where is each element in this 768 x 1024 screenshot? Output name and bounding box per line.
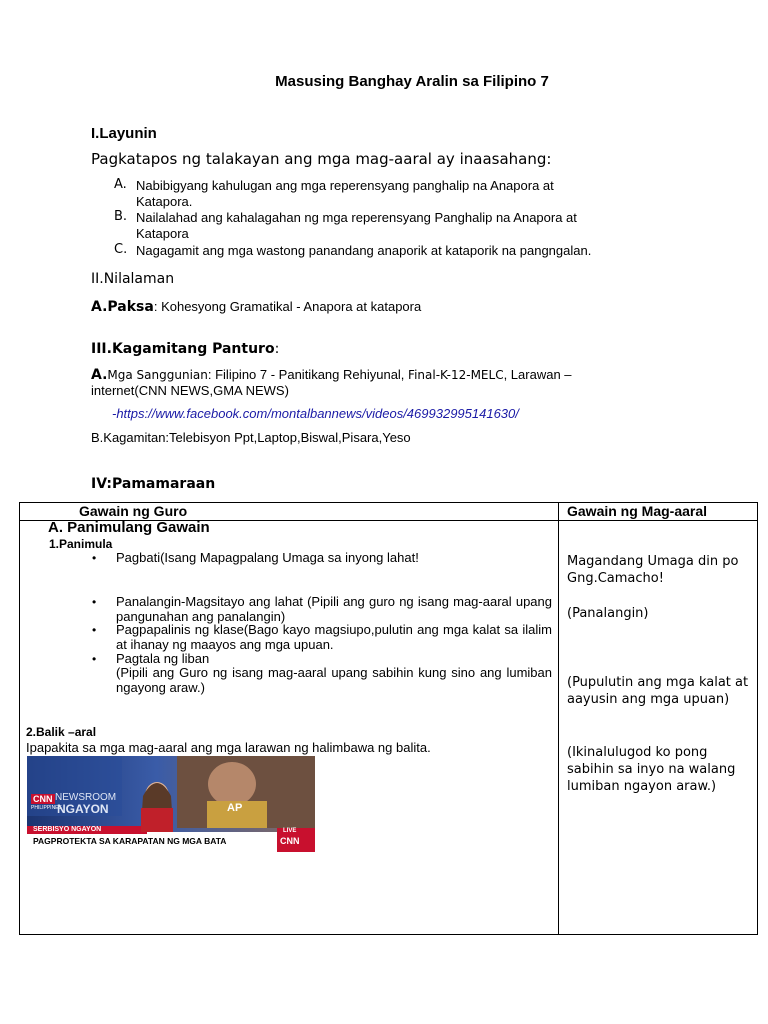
bullet-dot: • xyxy=(92,652,97,666)
facebook-video-link[interactable]: -https://www.facebook.com/montalbannews/videos/469932995141630/ xyxy=(112,406,519,421)
melc-text: Final-K-12-MELC xyxy=(408,368,504,382)
section-kagamitan-heading: III.Kagamitang Panturo: xyxy=(91,341,280,357)
news-headline: PAGPROTEKTA SA KARAPATAN NG MGA BATA xyxy=(33,836,227,846)
magaaral-item-pagpapalinis: (Pupulutin ang mga kalat at aayusin ang mga upuan) xyxy=(567,675,749,707)
balik-aral-text: Ipapakita sa mga mag-aaral ang mga larawan ng halimbawa ng balita. xyxy=(26,740,431,755)
page-title: Masusing Banghay Aralin sa Filipino 7 xyxy=(275,73,549,90)
sanggunian-line: A.Mga Sanggunian: Filipino 7 - Panitikang Rehiyunal, Final-K-12-MELC, Larawan – xyxy=(91,367,572,383)
paksa-value: : Kohesyong Gramatikal - Anapora at katapora xyxy=(153,299,422,314)
section-a-heading: A. Panimulang Gawain xyxy=(48,519,210,536)
cnn-logo-sub: PHILIPPINES xyxy=(31,805,62,811)
serbisyo-text: SERBISYO NGAYON xyxy=(33,826,102,833)
newsroom-text: NEWSROOM xyxy=(55,792,117,803)
bullet-dot: • xyxy=(92,623,97,637)
layunin-item-b-line1: Nailalahad ang kahalagahan ng mga reperensyang Panghalip na Anapora at xyxy=(136,210,577,225)
sanggunian-label: Mga Sanggunian xyxy=(107,368,208,382)
section-pamamaraan-heading: IV:Pamamaraan xyxy=(91,476,216,492)
magaaral-item-pagbati: Magandang Umaga din po Gng.Camacho! xyxy=(567,554,739,586)
ngayon-text: NGAYON xyxy=(57,802,109,816)
section-layunin-heading: I.Layunin xyxy=(91,125,157,142)
guro-item-pagtala: Pagtala ng liban xyxy=(116,651,210,666)
sub-balik-aral: 2.Balik –aral xyxy=(26,725,97,739)
guro-item-pagtala-sub: (Pipili ang Guro ng isang mag-aaral upang sabihin kung sino ang lumiban ngayong araw.) xyxy=(116,665,552,695)
layunin-letter-c: C. xyxy=(114,242,128,257)
shirt-text: AP xyxy=(227,802,243,814)
sanggunian-line2: internet(CNN NEWS,GMA NEWS) xyxy=(91,383,289,398)
kagamitan-b-line: B.Kagamitan:Telebisyon Ppt,Laptop,Biswal,Pisara,Yeso xyxy=(91,430,411,445)
layunin-item-c-line1: Nagagamit ang mga wastong panandang anaporik at kataporik na pangngalan. xyxy=(136,243,592,258)
magaaral-item-pagtala: (Ikinalulugod ko pong sabihin sa inyo na walang lumiban ngayon araw.) xyxy=(567,745,736,794)
magaaral-item-panalangin: (Panalangin) xyxy=(567,606,649,621)
bullet-dot: • xyxy=(92,595,97,609)
section-nilalaman-heading: II.Nilalaman xyxy=(91,271,175,287)
layunin-intro: Pagkatapos ng talakayan ang mga mag-aaral ay inaasahang: xyxy=(91,150,552,168)
guro-item-pagbati: Pagbati(Isang Mapagpalang Umaga sa inyong lahat! xyxy=(116,550,419,565)
layunin-item-b-line2: Katapora xyxy=(136,226,189,241)
live-badge: LIVE xyxy=(283,828,297,834)
paksa-label: A.Paksa xyxy=(91,299,154,315)
col-header-guro: Gawain ng Guro xyxy=(79,503,188,519)
sanggunian-letter: A. xyxy=(91,367,108,383)
layunin-item-a-line1: Nabibigyang kahulugan ang mga reperensyang panghalip na Anapora at xyxy=(136,178,554,193)
layunin-item-a-line2: Katapora. xyxy=(136,194,193,209)
cnn-logo: CNN xyxy=(33,794,53,804)
cnn-news-image xyxy=(27,756,315,852)
bullet-dot: • xyxy=(92,551,97,565)
layunin-letter-b: B. xyxy=(114,209,128,224)
cnn-corner-logo: CNN xyxy=(280,836,300,846)
guro-item-panalangin: Panalangin-Magsitayo ang lahat (Pipili ang guro ng isang mag-aaral upang pangunahan ang panalangin) xyxy=(116,594,552,624)
guro-item-pagpapalinis: Pagpapalinis ng klase(Bago kayo magsiupo,pulutin ang mga kalat sa ilalim at ihanay ng maayos ang mga upuan. xyxy=(116,622,552,652)
sub-panimula: 1.Panimula xyxy=(49,537,113,551)
layunin-letter-a: A. xyxy=(114,177,127,192)
table-column-divider xyxy=(558,502,559,935)
col-header-magaaral: Gawain ng Mag-aaral xyxy=(567,503,708,519)
paksa-line xyxy=(91,298,421,316)
